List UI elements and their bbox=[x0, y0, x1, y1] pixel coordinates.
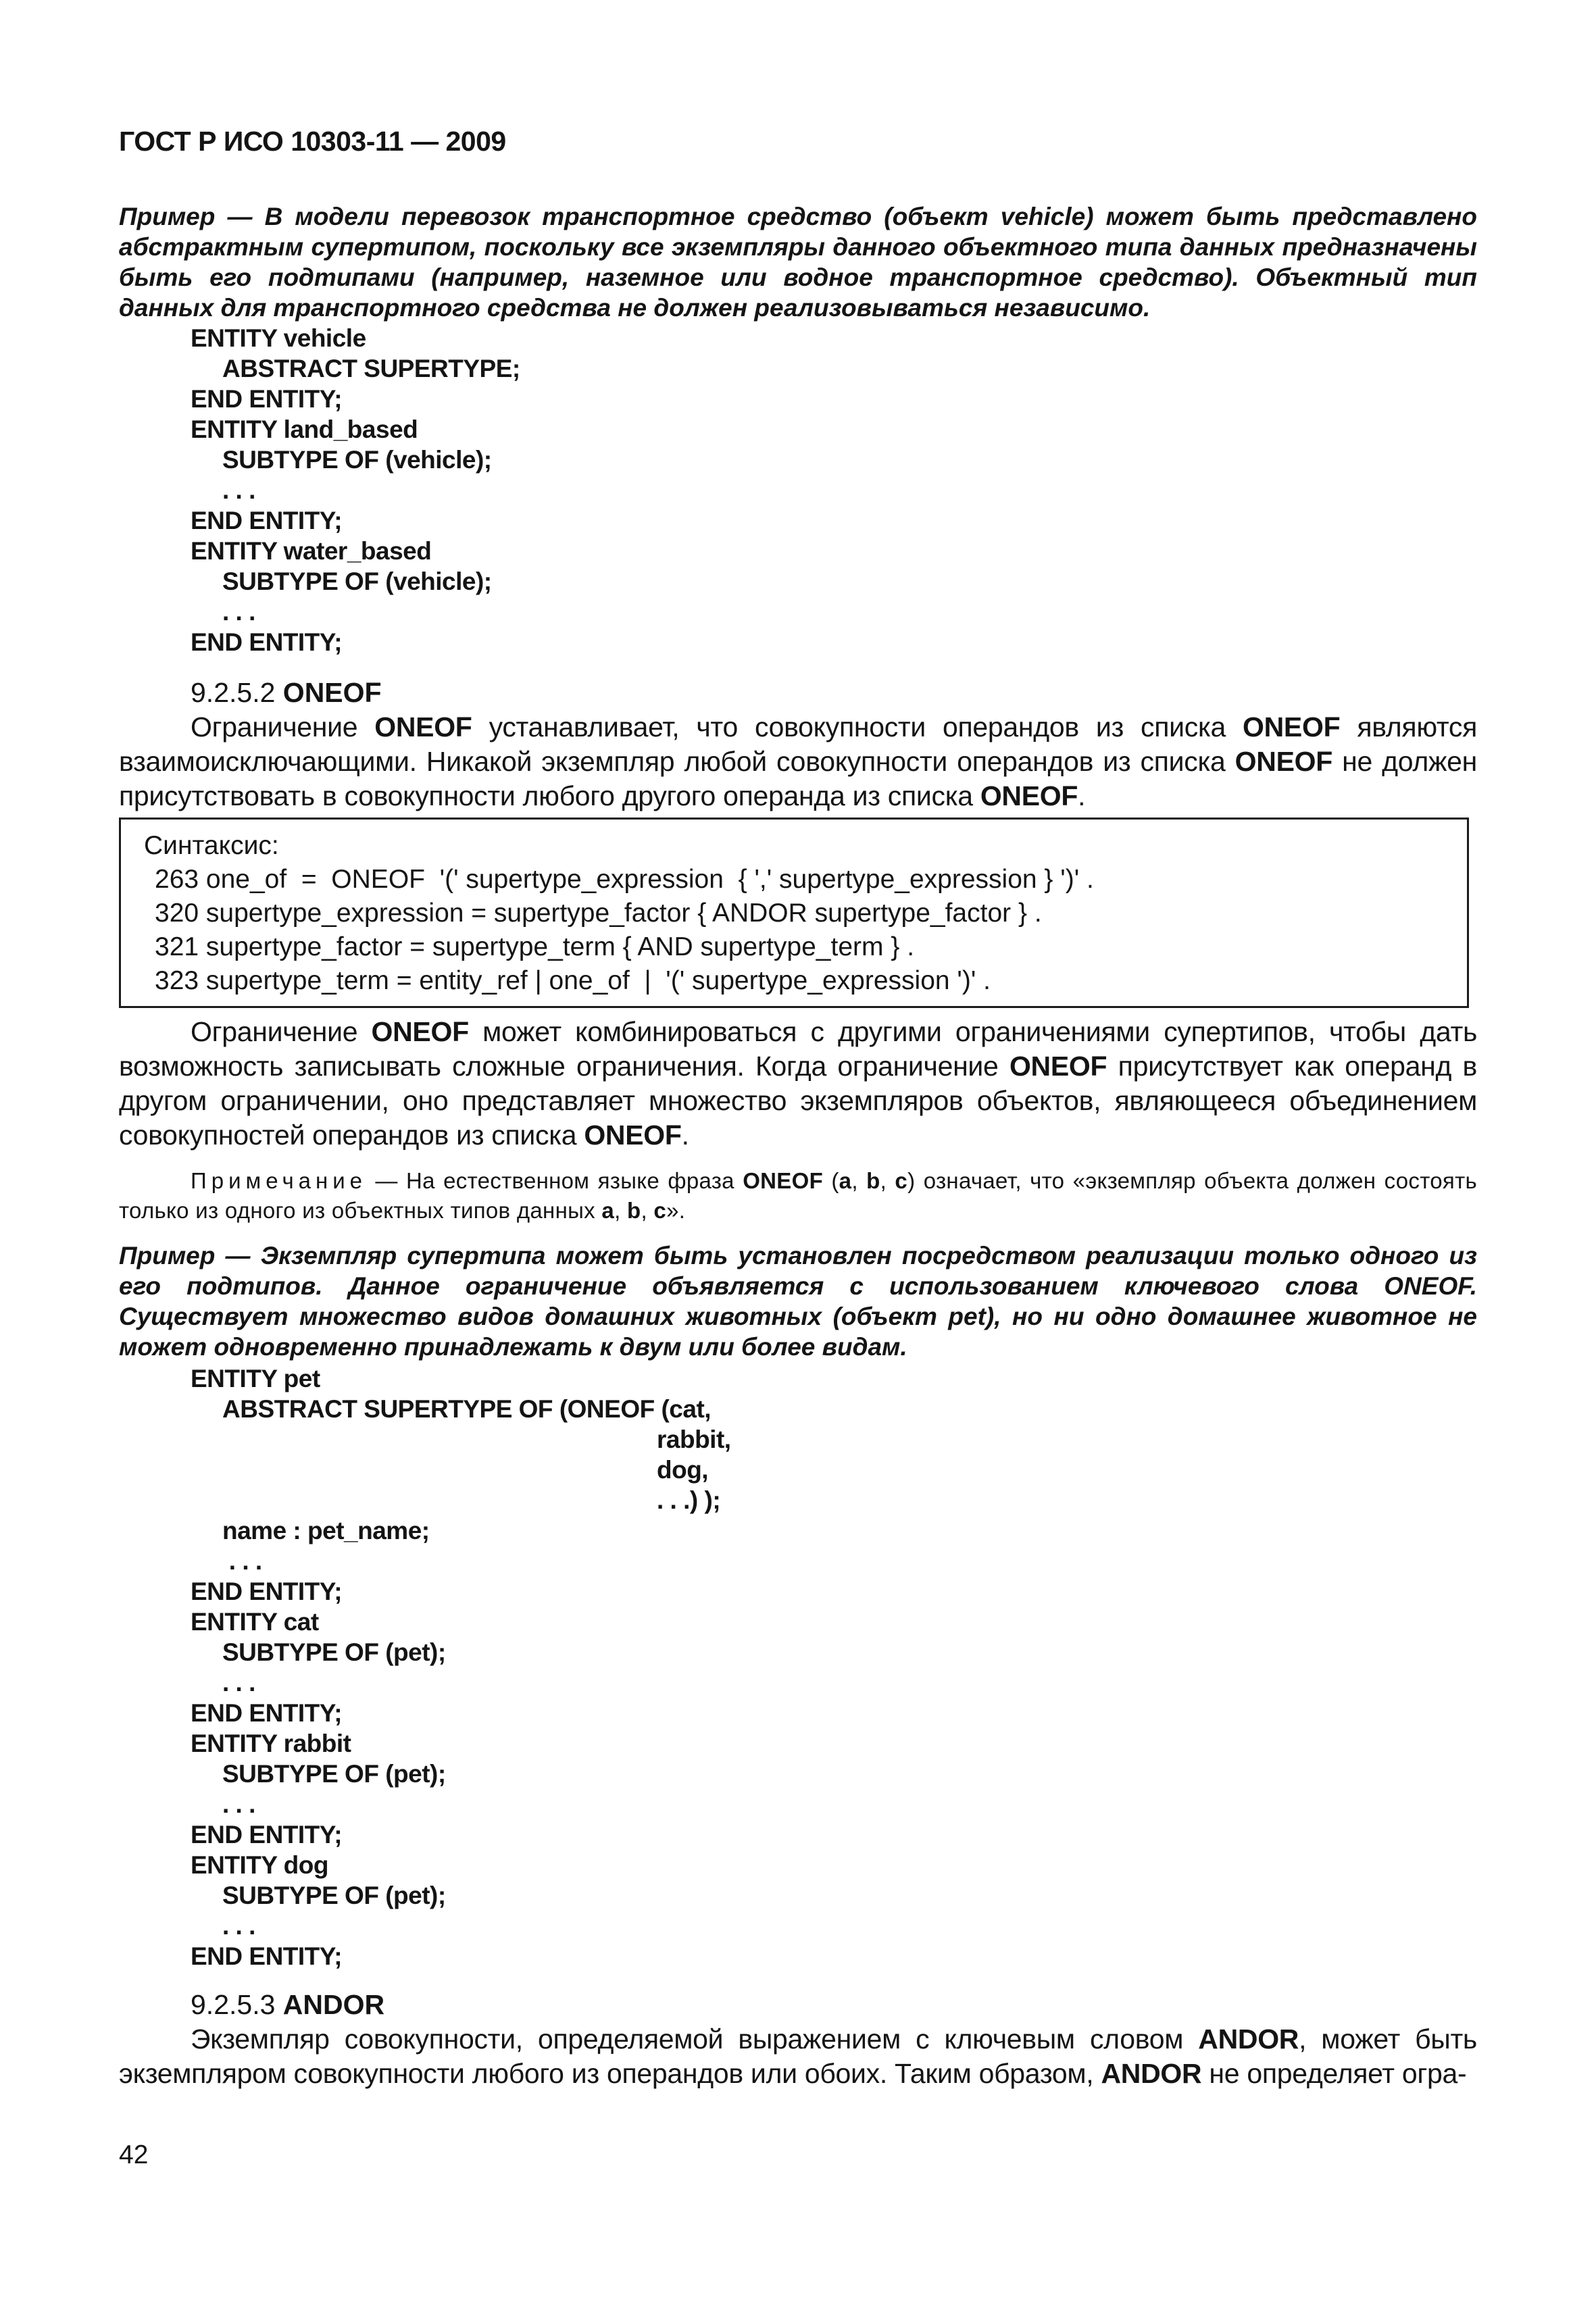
keyword: ONEOF bbox=[1009, 1051, 1107, 1082]
text-run: ( bbox=[823, 1168, 839, 1193]
text-run: , bbox=[641, 1198, 654, 1223]
section-keyword: ONEOF bbox=[282, 677, 382, 708]
text-run: . bbox=[681, 1120, 689, 1151]
text-run: Ограничение bbox=[191, 1016, 372, 1047]
code-line: ENTITY pet bbox=[191, 1365, 320, 1392]
code-line: ABSTRACT SUPERTYPE; bbox=[222, 355, 520, 382]
syntax-box bbox=[119, 818, 1469, 1008]
code-line: END ENTITY; bbox=[191, 1578, 343, 1605]
keyword: c bbox=[653, 1198, 667, 1223]
text-run: — На естественном языке фраза bbox=[367, 1168, 743, 1193]
keyword: ANDOR bbox=[1101, 2058, 1202, 2089]
code-line: name : pet_name; bbox=[222, 1517, 430, 1544]
code-line: . . . bbox=[222, 1547, 262, 1575]
section-number: 9.2.5.3 bbox=[191, 1989, 276, 2020]
text-run: Экземпляр совокупности, определяемой выражением с ключевым словом bbox=[191, 2023, 1199, 2055]
text-run: ». bbox=[666, 1198, 686, 1223]
code-line: END ENTITY; bbox=[191, 1942, 343, 1970]
code-line: END ENTITY; bbox=[191, 1699, 343, 1727]
keyword: ONEOF bbox=[980, 780, 1078, 811]
keyword: b bbox=[866, 1168, 880, 1193]
text-run: являются взаимоисключающими. Никакой экземпляр любой совокупности операндов из списка bbox=[119, 711, 1477, 777]
code-line: END ENTITY; bbox=[191, 1821, 343, 1848]
code-line: END ENTITY; bbox=[191, 385, 343, 413]
paragraph-oneof-combination bbox=[119, 1015, 1477, 1153]
keyword: ONEOF bbox=[1243, 711, 1341, 743]
syntax-rule: 323 supertype_term = entity_ref | one_of | '(' supertype_expression ')' . bbox=[155, 966, 991, 995]
code-line: . . . bbox=[222, 476, 255, 504]
text-run: , может быть экземпляром совокупности любого из операндов или обоих. Таким образом, bbox=[119, 2023, 1477, 2089]
paragraph-andor bbox=[119, 2022, 1477, 2091]
text-run: , bbox=[614, 1198, 627, 1223]
code-line: ABSTRACT SUPERTYPE OF (ONEOF (cat, bbox=[222, 1395, 712, 1423]
text-run: ) означает, что «экземпляр объекта должен состоять только из одного из объектных типов данных bbox=[119, 1168, 1477, 1223]
code-line: rabbit, bbox=[657, 1426, 731, 1453]
section-number: 9.2.5.2 bbox=[191, 677, 276, 708]
example-vehicle-text: Пример — В модели перевозок транспортное средство (объект vehicle) может быть представлено абстрактным супертипом, поскольку все экземпляры данного объектного типа данных предназначены быть его подтипами (например, наземное или водное транспортное средство). Объектный тип данных для транспортного средства не должен реализовываться независимо. bbox=[119, 203, 1477, 322]
text-run: , bbox=[880, 1168, 895, 1193]
code-block-vehicle bbox=[119, 323, 1477, 657]
code-block-pet bbox=[119, 1363, 1477, 1971]
code-line: SUBTYPE OF (pet); bbox=[222, 1760, 446, 1788]
code-line: ENTITY vehicle bbox=[191, 324, 366, 352]
text-run: не определяет огра- bbox=[1201, 2058, 1467, 2089]
note-label: Примечание bbox=[191, 1168, 368, 1193]
section-keyword: ANDOR bbox=[282, 1989, 385, 2020]
document-header: ГОСТ Р ИСО 10303-11 — 2009 bbox=[119, 126, 506, 157]
code-line: . . . bbox=[222, 1669, 255, 1696]
syntax-rule: 321 supertype_factor = supertype_term { AND supertype_term } . bbox=[155, 932, 915, 961]
code-line: SUBTYPE OF (vehicle); bbox=[222, 446, 492, 474]
keyword: ONEOF bbox=[371, 1016, 469, 1047]
code-line: ENTITY rabbit bbox=[191, 1730, 351, 1757]
text-run: , bbox=[851, 1168, 867, 1193]
code-line: END ENTITY; bbox=[191, 507, 343, 534]
code-line: ENTITY cat bbox=[191, 1608, 319, 1636]
text-run: . bbox=[1078, 780, 1086, 811]
keyword: ONEOF bbox=[374, 711, 472, 743]
keyword: b bbox=[627, 1198, 641, 1223]
keyword: ONEOF bbox=[1235, 746, 1332, 777]
keyword: c bbox=[895, 1168, 908, 1193]
code-line: ENTITY land_based bbox=[191, 416, 418, 443]
example-pet-text: Пример — Экземпляр супертипа может быть установлен посредством реализации только одного из его подтипов. Данное ограничение объявляется с использованием ключевого слова ONEOF. Существует множество видов домашних животных (объект pet), но ни одно домашнее животное не может одновременно принадлежать к двум или более видам. bbox=[119, 1242, 1477, 1361]
code-line: . . . bbox=[222, 1912, 255, 1940]
code-line: . . .) ); bbox=[657, 1486, 721, 1514]
keyword: ONEOF bbox=[584, 1120, 682, 1151]
code-line: SUBTYPE OF (vehicle); bbox=[222, 568, 492, 595]
keyword: a bbox=[839, 1168, 852, 1193]
paragraph-oneof-definition bbox=[119, 710, 1477, 813]
keyword: a bbox=[601, 1198, 615, 1223]
text-run: устанавливает, что совокупности операндов из списка bbox=[472, 711, 1243, 743]
keyword: ONEOF bbox=[743, 1168, 824, 1193]
note-paragraph bbox=[119, 1166, 1477, 1226]
text-run: может комбинироваться с другими ограничениями супертипов, чтобы дать возможность записывать сложные ограничения. Когда ограничение bbox=[119, 1016, 1478, 1082]
section-heading-andor bbox=[119, 1988, 1549, 2022]
code-line: SUBTYPE OF (pet); bbox=[222, 1638, 446, 1666]
code-line: ENTITY dog bbox=[191, 1851, 328, 1879]
syntax-rule: 263 one_of = ONEOF '(' supertype_expression { ',' supertype_expression } ')' . bbox=[155, 865, 1094, 894]
syntax-title: Синтаксис: bbox=[144, 831, 279, 860]
keyword: ANDOR bbox=[1198, 2023, 1299, 2055]
page-number: 42 bbox=[119, 2140, 149, 2169]
text-run: Ограничение bbox=[191, 711, 375, 743]
text-run: не должен присутствовать в совокупности любого другого операнда из списка bbox=[119, 746, 1477, 811]
code-line: ENTITY water_based bbox=[191, 537, 432, 565]
text-run: присутствует как операнд в другом ограничении, оно представляет множество экземпляров объектов, являющееся объединением совокупностей операндов из списка bbox=[119, 1051, 1477, 1151]
code-line: dog, bbox=[657, 1456, 709, 1484]
section-heading-oneof bbox=[119, 676, 1549, 710]
code-line: END ENTITY; bbox=[191, 628, 343, 656]
code-line: SUBTYPE OF (pet); bbox=[222, 1882, 446, 1909]
syntax-rule: 320 supertype_expression = supertype_factor { ANDOR supertype_factor } . bbox=[155, 899, 1042, 928]
code-line: . . . bbox=[222, 598, 255, 626]
code-line: . . . bbox=[222, 1790, 255, 1818]
